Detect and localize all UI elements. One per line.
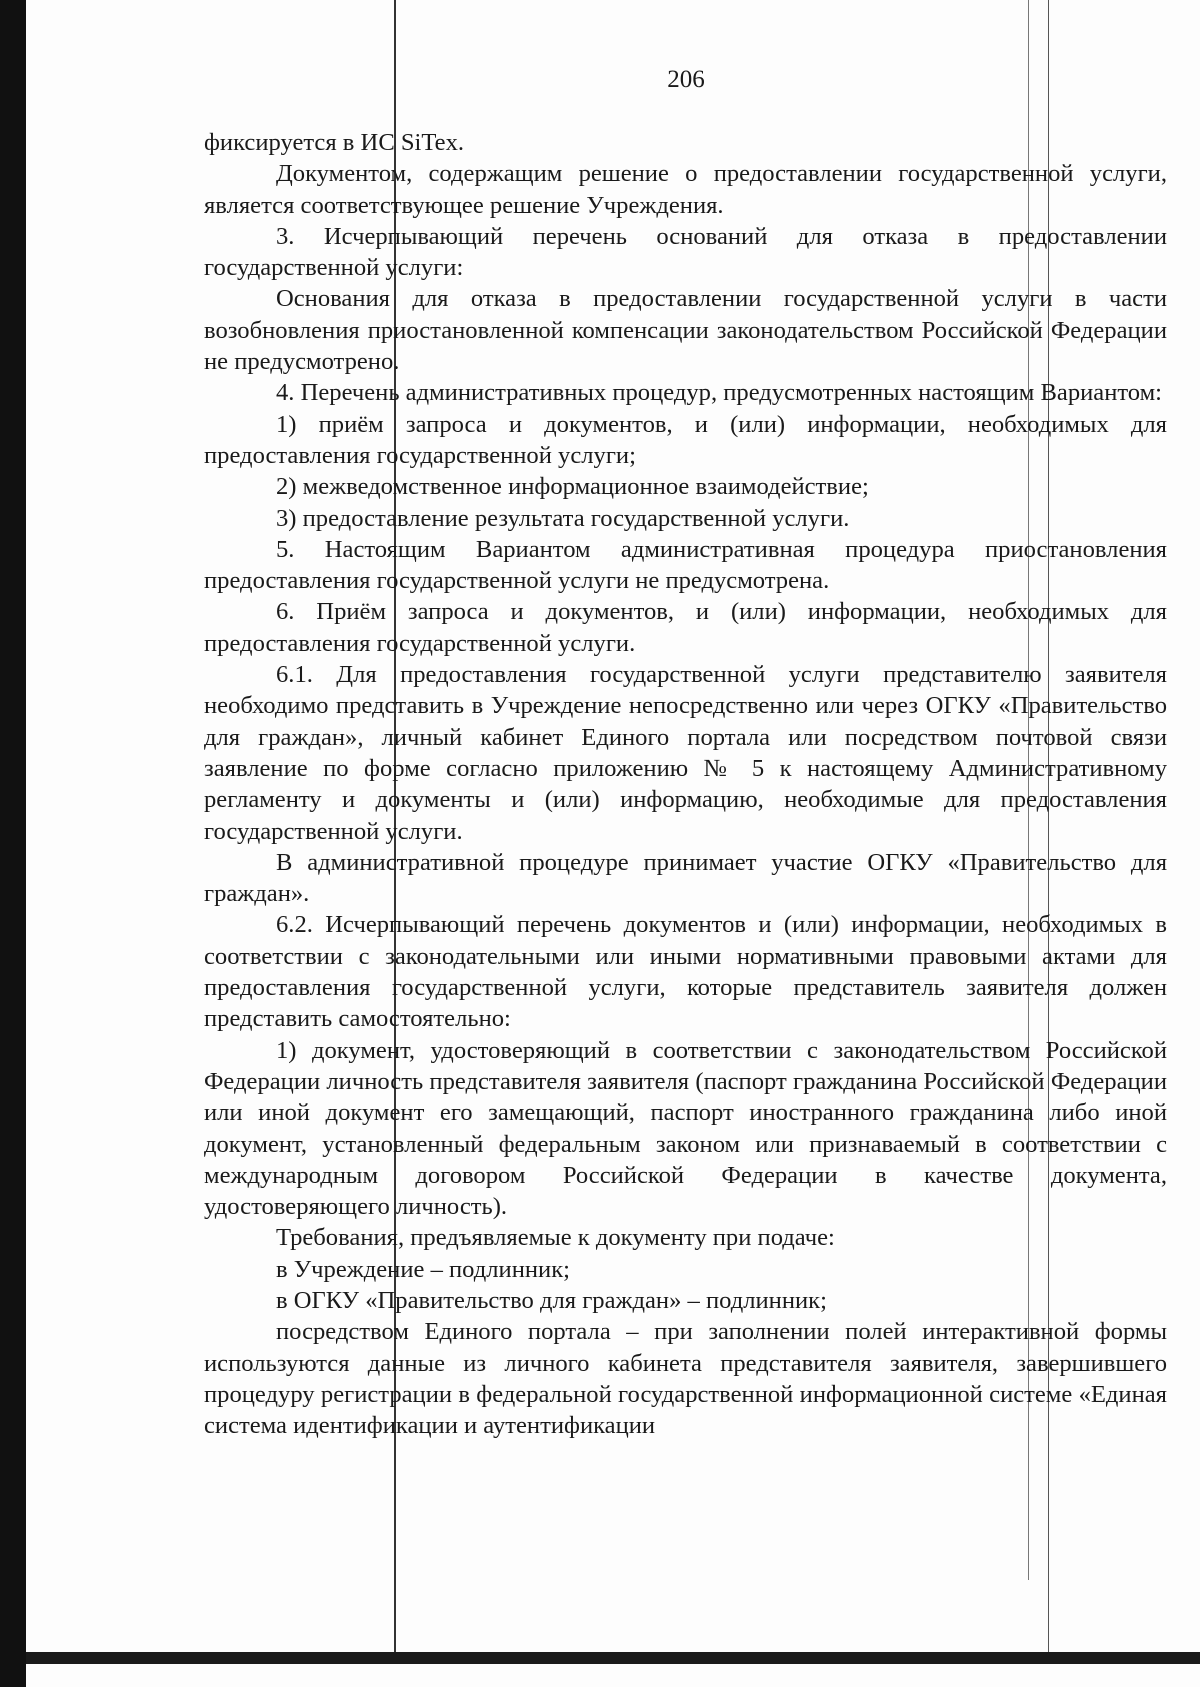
paragraph: 3) предоставление результата государственной услуги. (276, 504, 850, 532)
page-number-row (0, 66, 1200, 94)
paragraph: 4. Перечень административных процедур, предусмотренных настоящим Вариантом: (276, 379, 1162, 407)
page-number: 206 (667, 66, 705, 93)
paragraph: в ОГКУ «Правительство для граждан» – подлинник; (276, 1286, 827, 1314)
document-body (204, 127, 1167, 1441)
paragraph: в Учреждение – подлинник; (276, 1255, 570, 1283)
paragraph: 3. Исчерпывающий перечень оснований для отказа в предоставлении государственной услуги: (204, 222, 1167, 282)
paragraph: 5. Настоящим Вариантом административная процедура приостановления предоставления государственной услуги не предусмотрена. (204, 535, 1167, 595)
paragraph: посредством Единого портала – при заполнении полей интерактивной формы используются данные из личного кабинета представителя заявителя, завершившего процедуру регистрации в федеральной государственной информационной системе «Единая система идентификации и аутентификации (204, 1318, 1167, 1440)
paragraph: Документом, содержащим решение о предоставлении государственной услуги, является соответствующее решение Учреждения. (204, 160, 1167, 219)
paragraph: 6.2. Исчерпывающий перечень документов и (или) информации, необходимых в соответствии с законодательными или иными нормативными правовыми актами для предоставления государственной услуги, которые представитель заявителя должен представить самостоятельно: (204, 911, 1167, 1033)
paragraph: Основания для отказа в предоставлении государственной услуги в части возобновления приостановленной компенсации законодательством Российской Федерации не предусмотрено. (204, 285, 1167, 376)
scan-bottom-edge (26, 1652, 1200, 1664)
paragraph: 1) документ, удостоверяющий в соответствии с законодательством Российской Федерации личность представителя заявителя (паспорт гражданина Российской Федерации или иной документ его замещающий, паспорт иностранного гражданина либо иной документ, установленный федеральным законом или признаваемый в соответствии с международным договором Российской Федерации в качестве документа, удостоверяющего личность). (204, 1036, 1167, 1221)
paragraph: 6. Приём запроса и документов, и (или) информации, необходимых для предоставления государственной услуги. (204, 598, 1167, 657)
paragraph: В административной процедуре принимает участие ОГКУ «Правительство для граждан». (204, 848, 1167, 908)
paragraph: Требования, предъявляемые к документу при подаче: (276, 1224, 835, 1252)
scan-left-edge (0, 0, 26, 1687)
paragraph: 2) межведомственное информационное взаимодействие; (276, 473, 869, 501)
paragraph: фиксируется в ИС SiTex. (204, 129, 465, 156)
paragraph: 6.1. Для предоставления государственной услуги представителю заявителя необходимо представить в Учреждение непосредственно или через ОГКУ «Правительство для граждан», личный кабинет Единого портала или посредством почтовой связи заявление по форме согласно приложению № 5 к настоящему Административному регламенту и документы и (или) информацию, необходимые для предоставления государственной услуги. (204, 661, 1167, 845)
paragraph: 1) приём запроса и документов, и (или) информации, необходимых для предоставления государственной услуги; (204, 410, 1167, 469)
